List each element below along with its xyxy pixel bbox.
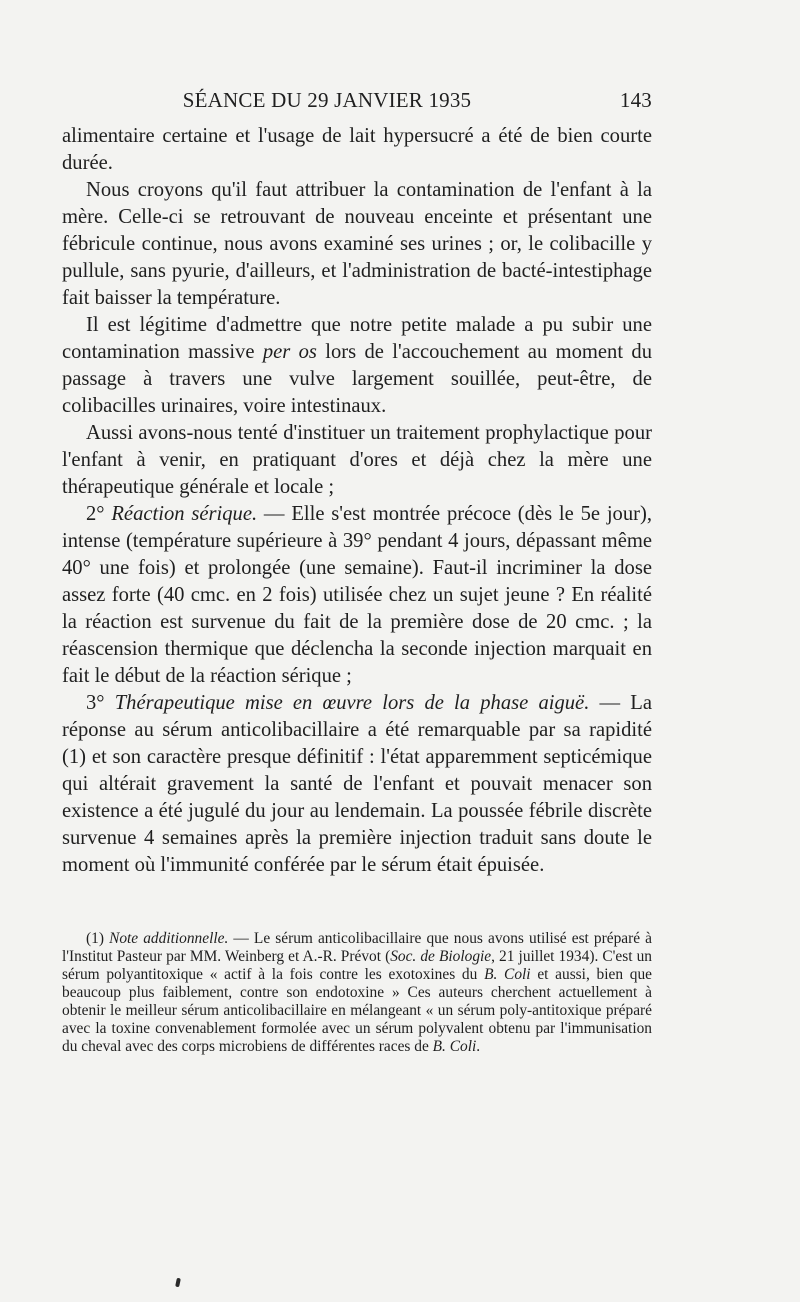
footnote-text-d: . (476, 1038, 481, 1055)
paragraph-2: Nous croyons qu'il faut attribuer la contamination de l'enfant à la mère. Celle-ci se retrouvant de nouveau enceinte et présentant une fébricule continue, nous avons examiné ses urines ; or, le colibacille y pullule, sans pyurie, d'ailleurs, et l'administration de bacté-intestiphage fait baisser la température. (62, 179, 652, 309)
main-text (62, 123, 652, 879)
footnote-marker: (1) (86, 930, 110, 947)
paragraph-3-italic: per os (262, 341, 317, 363)
footnote-text-a: — Le sérum anticolibacillaire que nous avons utilisé est préparé à l'Institut Pasteur par MM. Weinberg et A.-R. Prévot ( (62, 930, 653, 965)
paragraph-3-text-a: Il est légitime d'admettre que notre petite malade a pu subir une contamination massive (62, 314, 652, 363)
paragraph-4: Aussi avons-nous tenté d'instituer un traitement prophylactique pour l'enfant à venir, en pratiquant d'ores et déjà chez la mère une thérapeutique générale et locale ; (62, 422, 652, 498)
running-head: SÉANCE DU 29 JANVIER 1935 (182, 88, 472, 112)
footnote-text-b: , 21 juillet 1934). C'est un sérum polyantitoxique « actif à la fois contre les exotoxines du (62, 948, 652, 983)
paragraph-6-number: 3° (86, 692, 115, 714)
footnote-journal: Soc. de Biologie (390, 948, 492, 965)
footnote-paragraph (62, 930, 652, 1056)
ink-mark (175, 1278, 181, 1288)
paragraph-1: alimentaire certaine et l'usage de lait hypersucré a été de bien courte durée. (62, 125, 652, 174)
footnote-text-c: et aussi, bien que beaucoup plus faiblement, contre son endotoxine » Ces auteurs cherchent actuellement à obtenir le meilleur sérum anticolibacillaire en mélangeant « un sérum poly-antitoxique préparé avec la toxine convenablement formolée avec un sérum polyvalent obtenu par l'immunisation du cheval avec des corps microbiens de différentes races de (62, 966, 652, 1055)
footnote (62, 930, 652, 1056)
paragraph-3 (62, 312, 652, 420)
paragraph-5-number: 2° (86, 503, 112, 525)
footnote-label: Note additionnelle. (109, 930, 229, 947)
paragraph-6 (62, 690, 652, 879)
paragraph-5-text: — Elle s'est montrée précoce (dès le 5e jour), intense (température supérieure à 39° pendant 4 jours, dépassant même 40° une fois) et prolongée (une semaine). Faut-il incriminer la dose assez forte (40 cmc. en 2 fois) utilisée chez un sujet jeune ? En réalité la réaction est survenue du fait de la première dose de 20 cmc. ; la réascension thermique que déclencha la seconde injection marquait en fait le début de la réaction sérique ; (62, 503, 652, 687)
paragraph-5 (62, 501, 652, 690)
paragraph-6-text: — La réponse au sérum anticolibacillaire a été remarquable par sa rapidité (1) et son caractère presque définitif : l'état apparemment septicémique qui altérait gravement la santé de l'enfant et pouvait menacer son existence a été jugulé du jour au lendemain. La poussée fébrile discrète survenue 4 semaines après la première injection traduit sans doute le moment où l'immunité conférée par le sérum était épuisée. (62, 692, 652, 876)
page-number: 143 (619, 88, 652, 112)
footnote-organism-2: B. Coli (432, 1038, 477, 1055)
paragraph-5-heading: Réaction sérique. (111, 503, 258, 525)
footnote-organism-1: B. Coli (484, 966, 531, 983)
page-header (62, 88, 652, 118)
paragraph-6-heading: Thérapeutique mise en œuvre lors de la phase aiguë. (114, 692, 590, 714)
paragraph-3-text-b: lors de l'accouchement au moment du passage à travers une vulve largement souillée, peut-être, de colibacilles urinaires, voire intestinaux. (62, 341, 652, 417)
